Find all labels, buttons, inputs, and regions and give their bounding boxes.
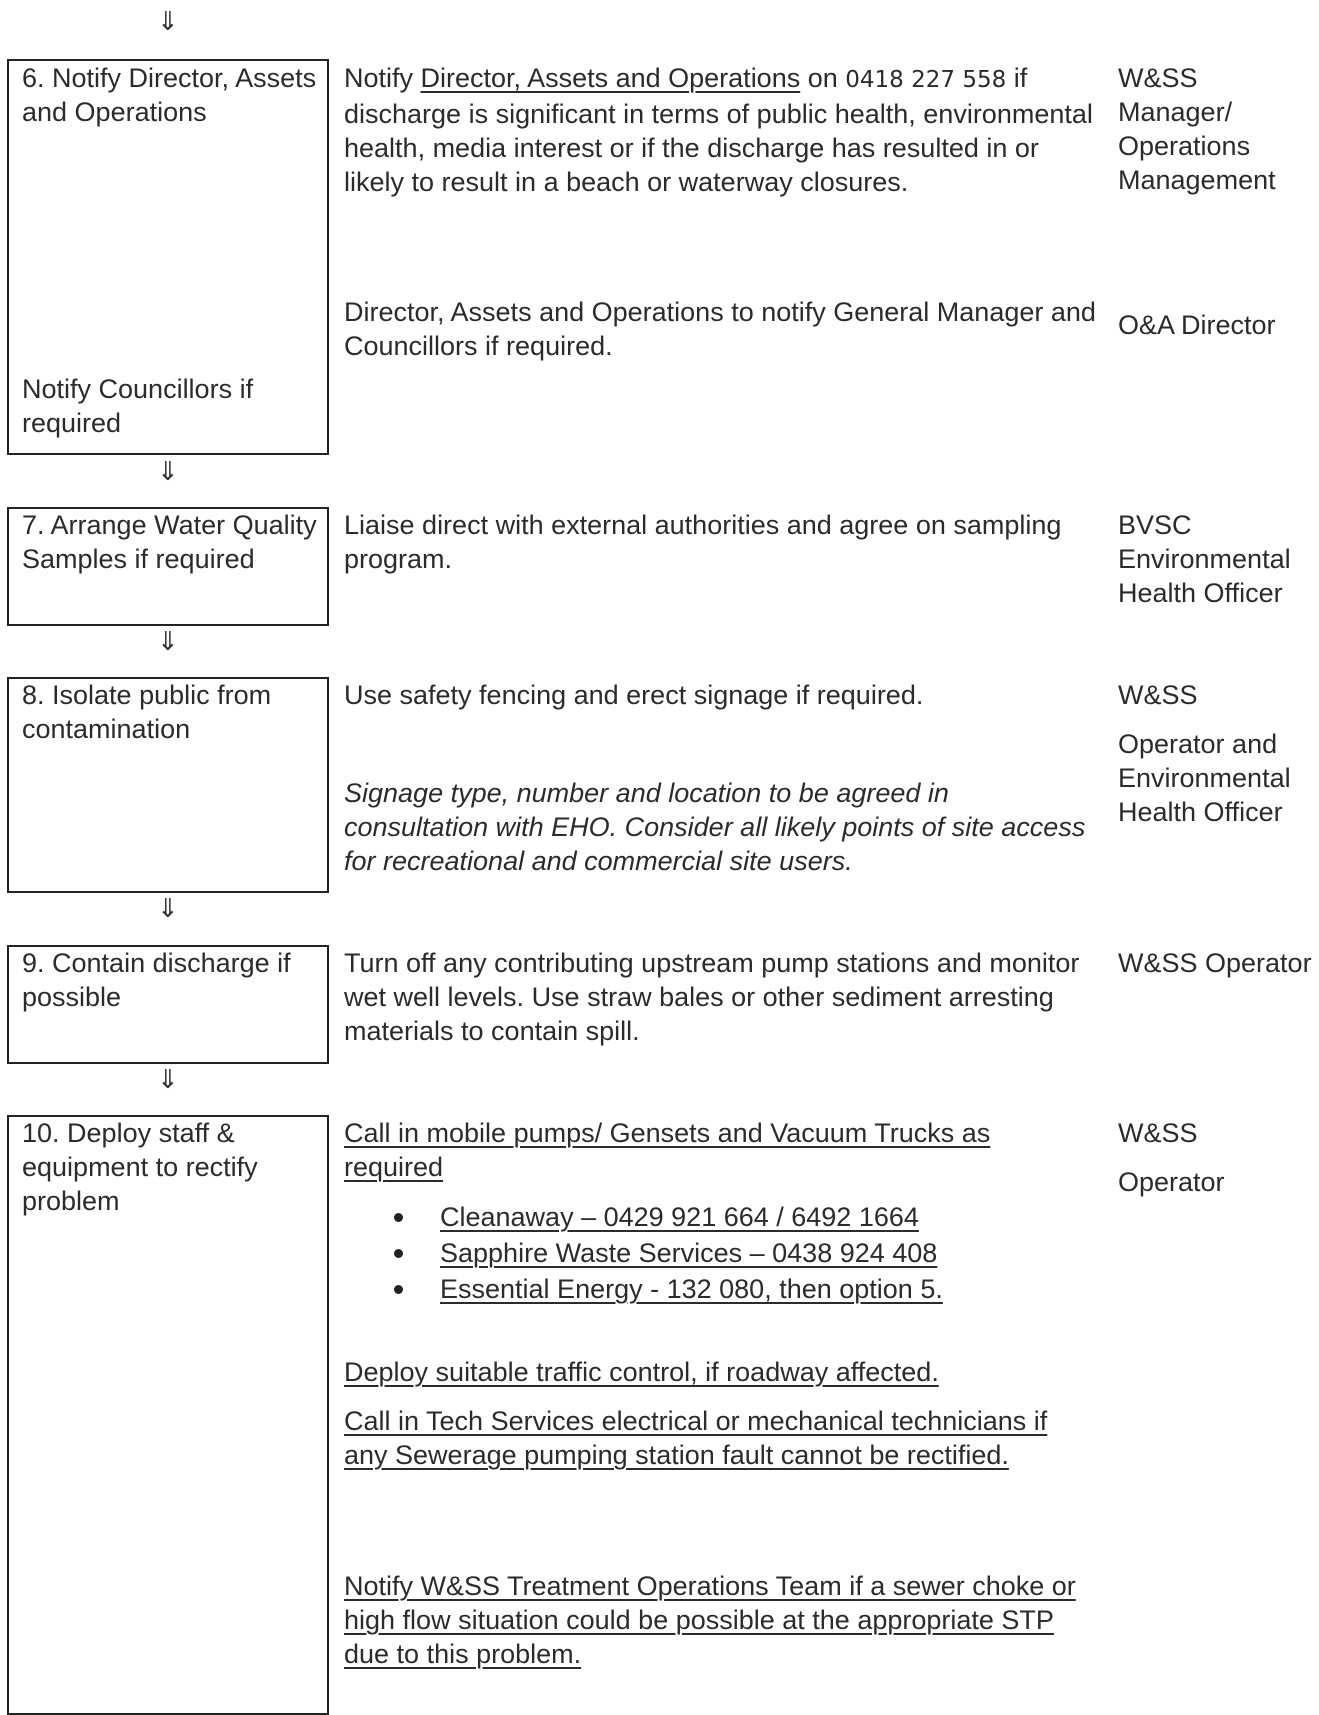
step-10-responsible-2: Operator [1118, 1167, 1225, 1197]
flow-arrow-8-9: ⇓ [157, 894, 179, 924]
step-10-action-notify-treatment: Notify W&SS Treatment Operations Team if a sewer choke or high flow situation could be possible at the appropriate STP due to this problem. [344, 1571, 1076, 1669]
step-10-action-intro: Call in mobile pumps/ Gensets and Vacuum Trucks as required [344, 1118, 991, 1182]
step-6-action-director: Director, Assets and Operations to notify General Manager and Councillors if required. [344, 297, 1096, 361]
director-link[interactable]: Director, Assets and Operations [420, 63, 801, 93]
step-9-responsible: W&SS Operator [1118, 948, 1312, 978]
step-7-title: 7. Arrange Water Quality Samples if required [22, 510, 317, 574]
flow-arrow-6-7: ⇓ [157, 457, 179, 487]
step-6-action-notify [344, 61, 1096, 199]
step-8-action-fencing: Use safety fencing and erect signage if required. [344, 680, 924, 710]
director-phone: 0418 227 558 [845, 67, 1007, 93]
step-6-action-post: if discharge is significant in terms of public health, environmental health, media interest or if the discharge has resulted in or likely to result in a beach or waterway closures. [344, 63, 1093, 197]
step-8-action-signage: Signage type, number and location to be agreed in consultation with EHO. Consider all likely points of site access for recreational and commercial site users. [344, 778, 1086, 876]
contact-cleanaway[interactable]: Cleanaway – 0429 921 664 / 6492 1664 [344, 1199, 1096, 1235]
step-10-action-traffic: Deploy suitable traffic control, if roadway affected. [344, 1357, 939, 1387]
step-6-action-pre: Notify [344, 63, 421, 93]
step-10-title: 10. Deploy staff & equipment to rectify problem [22, 1118, 258, 1216]
step-8-title: 8. Isolate public from contamination [22, 680, 272, 744]
flow-arrow-top: ⇓ [157, 7, 179, 37]
step-9-action: Turn off any contributing upstream pump stations and monitor wet well levels. Use straw bales or other sediment arresting materials to contain spill. [344, 948, 1080, 1046]
step-9-title: 9. Contain discharge if possible [22, 948, 291, 1012]
step-6-responsible-1: W&SS Manager/ Operations Management [1118, 63, 1276, 195]
step-6-title: 6. Notify Director, Assets and Operations [22, 63, 317, 127]
flow-arrow-7-8: ⇓ [157, 627, 179, 657]
flow-arrow-9-10: ⇓ [157, 1065, 179, 1095]
step-10-action-tech-services: Call in Tech Services electrical or mechanical technicians if any Sewerage pumping station fault cannot be rectified. [344, 1406, 1048, 1470]
step-6-responsible-2: O&A Director [1118, 310, 1276, 340]
contact-sapphire-waste[interactable]: Sapphire Waste Services – 0438 924 408 [344, 1235, 1096, 1271]
step-6-action-mid: on [800, 63, 846, 93]
contact-essential-energy[interactable]: Essential Energy - 132 080, then option 5. [344, 1271, 1096, 1307]
step-7-action: Liaise direct with external authorities and agree on sampling program. [344, 510, 1062, 574]
step-10-responsible-1: W&SS [1118, 1118, 1198, 1148]
step-8-responsible-1: W&SS [1118, 680, 1198, 710]
step-8-responsible-2: Operator and Environmental Health Officer [1118, 729, 1291, 827]
step-7-responsible: BVSC Environmental Health Officer [1118, 510, 1291, 608]
step-6-subtitle: Notify Councillors if required [22, 374, 254, 438]
contact-list [344, 1199, 1096, 1307]
